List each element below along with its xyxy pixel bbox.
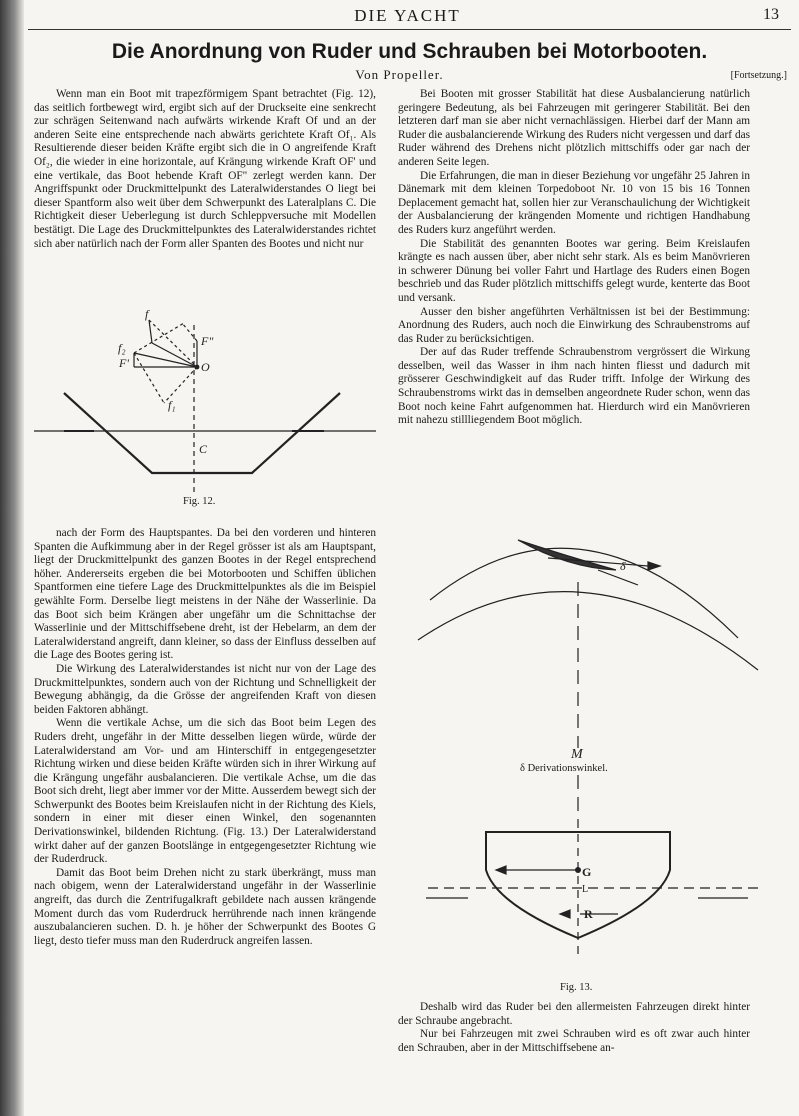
arrowhead [496, 866, 506, 874]
paragraph: Die Wirkung des Lateralwiderstandes ist nicht nur von der Lage des Druckmittelpunktes, sondern auch von der Richtung und Schnelligkeit der Bewegung abhängig, da die Grösse der angreifenden Kraft von diesen beiden Faktoren abhängt. [34, 662, 376, 716]
hull-section [64, 393, 340, 473]
force-line [134, 323, 184, 353]
figure-12-caption: Fig. 12. [183, 496, 216, 507]
label-O: O [201, 360, 210, 374]
paragraph: Ausser den bisher angeführten Verhältnissen ist bei der Bestimmung: Anordnung des Ruders, auch noch die Einwirkung des Schraubenstroms auf das Ruder zu berücksichtigen. [398, 305, 750, 345]
label-C: C [199, 442, 208, 456]
force-line [134, 353, 197, 367]
label-delta: δ [620, 559, 626, 573]
paragraph: nach der Form des Hauptspantes. Da bei den vorderen und hinteren Spanten die Aufkimmung aber in der Regel grösser ist als am Hauptspant, liegt der Druckmittelpunkt des ganzen Bootes in der Regel entsprechend höher. Andererseits ergeben die bei Motorbooten und Schiffen üblichen Spantformen eine tiefere Lage des Druckmittelpunktes als die im Beispiel gewählte Form. Derselbe liegt meistens in der Nähe der Wasserlinie. Da das Boot sich beim Krängen aber ungefähr um die Schnittachse der Wasserlinie und der Mittschiffsebene dreht, ist der Hebelarm, an dem der Lateralwiderstand angreift, dann kleiner, so dass der Einfluss desselben auf die Lage des Bootes gering ist. [34, 527, 376, 662]
label-L: L [582, 884, 589, 895]
right-column-bottom [398, 1001, 750, 1055]
paragraph: Die Stabilität des genannten Bootes war gering. Beim Kreislaufen krängte es nach aussen über, aber nicht sehr stark. Als es beim Manövrieren in schwerer Dünung bei voller Fahrt und Hartlage des Ruders einen Bogen beschrieb und das Ruder plötzlich mittschiffs gelegt wurde, kenterte das Boot und versank. [398, 237, 750, 304]
force-line [152, 343, 197, 367]
header-rule [28, 29, 791, 30]
label-F2: F" [201, 334, 214, 348]
paragraph: Der auf das Ruder treffende Schraubenstrom vergrössert die Wirkung desselben, weil das Wasser in ihm nach hinten fliesst und dadurch mit grösserer Geschwindigkeit auf das Ruder trifft. Infolge der Wirkung des Schraubenstroms wirkt das in demselben angeordnete Ruder schon, wenn das Boot noch keine Fahrt aufgenommen hat. Hierdurch wird ein Manövrieren mit nahezu stillliegendem Boot möglich. [398, 346, 750, 427]
continuation-note: [Fortsetzung.] [730, 70, 787, 81]
arrowhead [648, 562, 660, 570]
figure-12 [34, 305, 376, 505]
label-f2: f₂ [118, 341, 126, 355]
force-line [149, 320, 197, 367]
track-arrow [598, 570, 638, 585]
page-header [30, 6, 785, 28]
force-line [134, 353, 164, 403]
paragraph: Die Erfahrungen, die man in dieser Beziehung vor ungefähr 25 Jahren in Dänemark mit dem kleinen Torpedoboot Nr. 10 von 15 bis 16 Tonnen Deplacement gemacht hat, sollen hier zur Veranschaulichung der Wichtigkeit der Ausbalancierung der krängenden Momente und richtigen Handhabung des Ruders kurz angeführt werden. [398, 169, 750, 236]
figure-13-caption: Fig. 13. [560, 982, 593, 993]
page-number: 13 [763, 6, 779, 23]
left-column-top [34, 88, 376, 251]
turn-arc-inner [418, 592, 758, 670]
paragraph: Wenn man ein Boot mit trapezförmigem Spant betrachtet (Fig. 12), das seitlich fortbewegt wird, ergibt sich auf der Druckseite eine senkrecht zur schrägen Seitenwand nach aufwärts wirkende Kraft Of und an der anderen Seite eine entsprechende nach abwärts gerichtete Kraft Of₁. Als Resultierende dieser beiden Kräfte ergibt sich die in O angreifende Kraft Of₂, die wieder in eine horizontale, auf Krängung wirkende Kraft OF' und eine vertikale, das Boot hebende Kraft OF" zerlegt werden kann. Der Angriffspunkt oder Druckmittelpunkt des Lateralwiderstandes O liegt bei dieser Spantform also weit über dem Schwerpunkt des Lateralplans C. Die Richtigkeit dieser Ueberlegung ist durch Schleppversuche mit Modellen bestätigt. Die Lage des Druckmittelpunktes des Lateralwiderstandes richtet sich aber natürlich nach der Form aller Spanten des Bootes und nicht nur [34, 88, 376, 250]
point-g [575, 867, 581, 873]
paragraph: Wenn die vertikale Achse, um die sich das Boot beim Legen des Ruders dreht, ungefähr in der Mitte desselben liegen würde, würde der Lateralwiderstand am Vor- und am Hinterschiff in entgegengesetzter Richtung wirken und diese beiden Kräfte würden sich in ihrer Wirkung auf die Krängung ungefähr ausbalancieren. Die vertikale Achse, um die das Boot sich dreht, liegt aber immer vor der Mitte. Ausserdem bewegt sich der Schwerpunkt des Bootes beim Kreislaufen nicht in der Richtung des Kiels, sondern in einer mit dieser einen Winkel, den sogenannten Derivationswinkel, bildenden Richtung. (Fig. 13.) Der Lateralwiderstand wirkt daher auf der ganzen Bootslänge in entgegengesetzter Richtung wie der Ruderdruck. [34, 717, 376, 866]
label-F1: F' [119, 356, 129, 370]
arrowhead [560, 910, 570, 918]
label-M: M [571, 747, 583, 762]
force-line [182, 323, 197, 341]
label-f1: f₁ [168, 398, 176, 412]
left-column-bottom [34, 527, 376, 948]
paragraph: Nur bei Fahrzeugen mit zwei Schrauben wird es oft zwar auch hinter den Schrauben, aber in der Mittschiffsebene an- [398, 1028, 750, 1054]
label-f: f [145, 307, 149, 321]
page-binding-shadow [0, 0, 24, 1116]
figure-13 [398, 520, 790, 982]
label-R: R [584, 907, 593, 921]
point-o [195, 365, 200, 370]
paragraph: Deshalb wird das Ruder bei den allermeisten Fahrzeugen direkt hinter der Schraube angebracht. [398, 1001, 750, 1027]
paragraph: Damit das Boot beim Drehen nicht zu stark überkrängt, muss man nach obigem, wenn der Lateralwiderstand ungefähr in der Wasserlinie angreift, das durch die Zentrifugalkraft gebildete nach aussen krängende Moment durch das vom Ruderdruck herrührende nach innen krängende auszubalancieren suchen. D. h. je höher der Schwerpunkt des Bootes G liegt, desto tiefer muss man den Ruderdruck angreifen lassen. [34, 866, 376, 947]
paragraph: Bei Booten mit grosser Stabilität hat diese Ausbalancierung natürlich geringere Bedeutung, als bei Fahrzeugen mit geringerer Stabilität. Bei den letzteren darf man sie aber nicht vernachlässigen. Hierbei darf der Mann am Ruder die ausbalancierende Wirkung des Ruders nicht vergessen und darf das Ruder während des Drehens nicht plötzlich mittschiffs oder gar nach der anderen Seite legen. [398, 88, 750, 168]
article-title: Die Anordnung von Ruder und Schrauben bei Motorbooten. [111, 40, 708, 63]
right-column-top [398, 88, 750, 428]
article-byline: Von Propeller. [355, 67, 444, 82]
rudder-section [518, 540, 616, 570]
figure-13-angle-caption: δ Derivationswinkel. [520, 763, 608, 774]
label-G: G [582, 865, 592, 879]
force-line [149, 320, 152, 343]
journal-title: DIE YACHT [354, 6, 461, 25]
